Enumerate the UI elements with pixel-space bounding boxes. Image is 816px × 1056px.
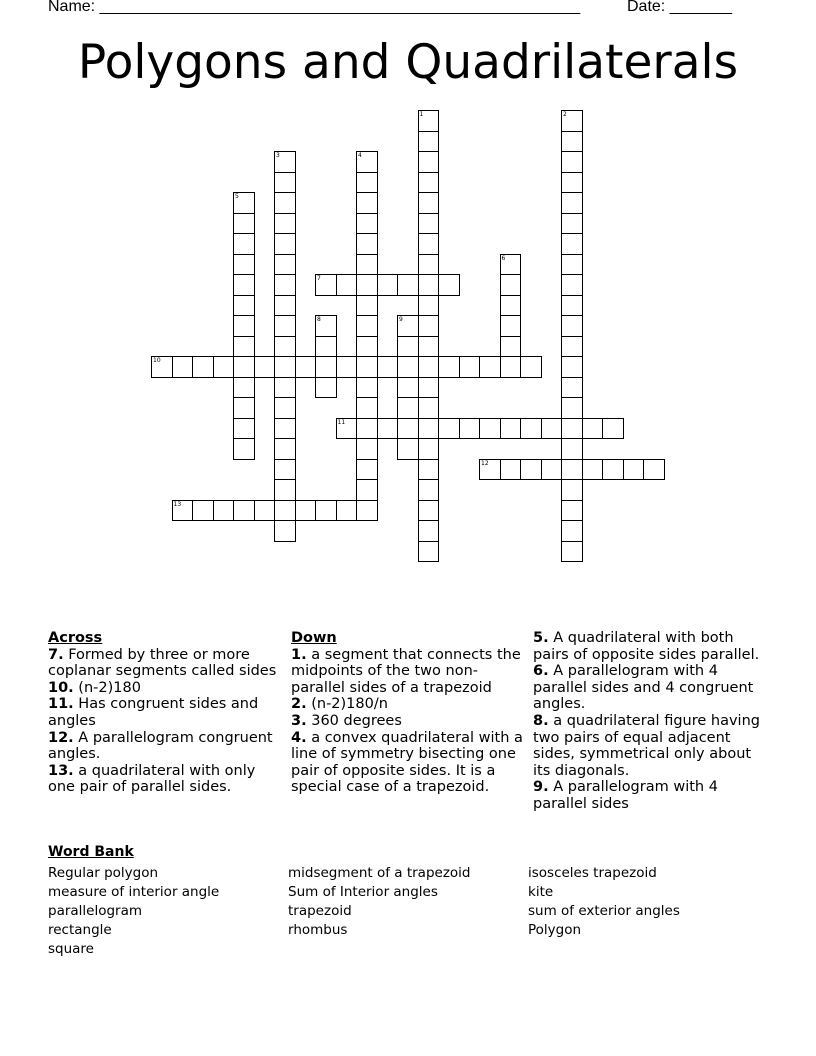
crossword-cell[interactable]: [561, 172, 583, 194]
crossword-cell[interactable]: [582, 459, 604, 481]
word-bank-item: sum of exterior angles: [528, 903, 680, 919]
crossword-cell[interactable]: [418, 131, 440, 153]
word-bank-item: midsegment of a trapezoid: [288, 865, 471, 881]
crossword-cell[interactable]: [418, 397, 440, 419]
crossword-cell[interactable]: [418, 295, 440, 317]
clue-number: 13: [173, 500, 182, 508]
crossword-cell[interactable]: [418, 192, 440, 214]
crossword-cell[interactable]: [377, 418, 399, 440]
crossword-cell[interactable]: [315, 500, 337, 522]
name-field-label: Name: ______________________________________________________: [48, 0, 581, 15]
clue-number: 6: [501, 254, 506, 262]
crossword-cell[interactable]: [561, 315, 583, 337]
crossword-cell[interactable]: [397, 274, 419, 296]
crossword-cell[interactable]: [274, 213, 296, 235]
crossword-cell[interactable]: [356, 192, 378, 214]
crossword-cell[interactable]: [274, 459, 296, 481]
crossword-cell[interactable]: [418, 479, 440, 501]
crossword-cell[interactable]: [336, 500, 358, 522]
word-bank-item: isosceles trapezoid: [528, 865, 657, 881]
crossword-cell[interactable]: [233, 500, 255, 522]
down-clues-continued: [533, 630, 768, 813]
clue-down-6: 6. A parallelogram with 4 parallel sides and 4 congruent angles.: [533, 663, 754, 713]
crossword-cell[interactable]: [418, 500, 440, 522]
crossword-cell[interactable]: [274, 233, 296, 255]
word-bank-item: trapezoid: [288, 903, 352, 919]
crossword-cell[interactable]: [274, 274, 296, 296]
crossword-cell[interactable]: [233, 274, 255, 296]
crossword-cell[interactable]: [315, 356, 337, 378]
date-field-label: Date: _______: [627, 0, 732, 15]
crossword-cell[interactable]: [418, 274, 440, 296]
crossword-cell[interactable]: [192, 356, 214, 378]
crossword-cell[interactable]: [418, 110, 440, 132]
crossword-cell[interactable]: [479, 356, 501, 378]
word-bank-column-2: [288, 864, 471, 940]
crossword-cell[interactable]: [172, 356, 194, 378]
clue-number: 7: [317, 275, 321, 282]
crossword-cell[interactable]: [418, 438, 440, 460]
crossword-cell[interactable]: [274, 151, 296, 173]
crossword-cell[interactable]: [623, 459, 645, 481]
crossword-cell[interactable]: [520, 459, 542, 481]
crossword-cell[interactable]: [233, 213, 255, 235]
crossword-cell[interactable]: [315, 336, 337, 358]
crossword-cell[interactable]: [500, 418, 522, 440]
crossword-cell[interactable]: [213, 500, 235, 522]
word-bank-item: rhombus: [288, 922, 348, 938]
crossword-cell[interactable]: [459, 418, 481, 440]
crossword-cell[interactable]: [500, 356, 522, 378]
crossword-cell[interactable]: [418, 541, 440, 563]
crossword-cell[interactable]: [418, 336, 440, 358]
crossword-cell[interactable]: [254, 356, 276, 378]
crossword-cell[interactable]: [602, 459, 624, 481]
crossword-cell[interactable]: [418, 151, 440, 173]
clue-number: 2: [563, 111, 567, 118]
clue-across-13: 13. a quadrilateral with only one pair of parallel sides.: [48, 762, 256, 796]
crossword-cell[interactable]: [418, 520, 440, 542]
clue-down-5: 5. A quadrilateral with both pairs of opposite sides parallel.: [533, 630, 760, 663]
clue-number: 4: [358, 152, 362, 159]
clue-number: 5: [235, 193, 239, 200]
crossword-cell[interactable]: [274, 397, 296, 419]
crossword-cell[interactable]: [561, 377, 583, 399]
clue-number: 11: [337, 418, 346, 426]
crossword-cell[interactable]: [356, 233, 378, 255]
crossword-cell[interactable]: [233, 192, 255, 214]
crossword-cell[interactable]: [418, 377, 440, 399]
crossword-cell[interactable]: [233, 254, 255, 276]
clue-across-11: 11. Has congruent sides and angles: [48, 696, 259, 729]
down-clues: [291, 630, 526, 796]
clue-number: 10: [153, 357, 161, 364]
crossword-cell[interactable]: [500, 459, 522, 481]
crossword-cell[interactable]: [561, 151, 583, 173]
crossword-cell[interactable]: [561, 336, 583, 358]
crossword-cell[interactable]: [459, 356, 481, 378]
crossword-cell[interactable]: [561, 192, 583, 214]
crossword-cell[interactable]: [418, 254, 440, 276]
crossword-cell[interactable]: [192, 500, 214, 522]
word-bank-item: kite: [528, 884, 554, 900]
crossword-cell[interactable]: [274, 192, 296, 214]
crossword-cell[interactable]: [274, 356, 296, 378]
crossword-cell[interactable]: [541, 459, 563, 481]
crossword-cell[interactable]: [233, 315, 255, 337]
crossword-cell[interactable]: [500, 274, 522, 296]
crossword-cell[interactable]: [500, 315, 522, 337]
crossword-cell[interactable]: [233, 418, 255, 440]
crossword-cell[interactable]: [561, 459, 583, 481]
crossword-cell[interactable]: [274, 336, 296, 358]
crossword-cell[interactable]: [561, 295, 583, 317]
crossword-cell[interactable]: [274, 377, 296, 399]
crossword-cell[interactable]: [541, 418, 563, 440]
crossword-cell[interactable]: [172, 500, 194, 522]
crossword-cell[interactable]: [233, 377, 255, 399]
word-bank-item: Polygon: [528, 922, 582, 938]
crossword-cell[interactable]: [274, 479, 296, 501]
word-bank-item: square: [48, 941, 94, 957]
clue-number: 8: [317, 316, 321, 323]
crossword-cell[interactable]: [602, 418, 624, 440]
word-bank-heading: Word Bank: [48, 844, 134, 860]
crossword-cell[interactable]: [274, 438, 296, 460]
crossword-cell[interactable]: [397, 336, 419, 358]
crossword-cell[interactable]: [561, 418, 583, 440]
clue-across-7: 7. Formed by three or more coplanar segments called sides: [48, 646, 277, 680]
word-bank-item: measure of interior angle: [48, 884, 220, 900]
crossword-cell[interactable]: [479, 459, 501, 481]
crossword-cell[interactable]: [356, 151, 378, 173]
crossword-cell[interactable]: [213, 356, 235, 378]
crossword-cell[interactable]: [438, 356, 460, 378]
clue-number: 1: [419, 111, 424, 118]
clue-down-9: 9. A parallelogram with 4 parallel sides: [533, 779, 718, 812]
crossword-cell[interactable]: [643, 459, 665, 481]
crossword-cell[interactable]: [315, 315, 337, 337]
crossword-cell[interactable]: [356, 377, 378, 399]
crossword-cell[interactable]: [397, 377, 419, 399]
clue-down-4: 4. a convex quadrilateral with a line of symmetry bisecting one pair of opposite sides. It is a special case of a trapezoid.: [291, 729, 523, 796]
crossword-cell[interactable]: [438, 274, 460, 296]
crossword-cell[interactable]: [151, 356, 173, 378]
crossword-cell[interactable]: [418, 233, 440, 255]
crossword-cell[interactable]: [418, 356, 440, 378]
crossword-cell[interactable]: [315, 274, 337, 296]
crossword-cell[interactable]: [356, 500, 378, 522]
crossword-cell[interactable]: [356, 356, 378, 378]
crossword-cell[interactable]: [356, 274, 378, 296]
crossword-cell[interactable]: [561, 213, 583, 235]
crossword-cell[interactable]: [377, 274, 399, 296]
crossword-cell[interactable]: [233, 397, 255, 419]
crossword-cell[interactable]: [356, 479, 378, 501]
crossword-cell[interactable]: [233, 336, 255, 358]
crossword-cell[interactable]: [274, 295, 296, 317]
across-clues: [48, 630, 283, 796]
clue-number: 3: [276, 152, 280, 159]
crossword-cell[interactable]: [336, 274, 358, 296]
crossword-cell[interactable]: [500, 254, 522, 276]
crossword-cell[interactable]: [438, 418, 460, 440]
clue-across-10: 10. (n-2)180: [48, 679, 141, 696]
crossword-cell[interactable]: [561, 110, 583, 132]
clue-down-8: 8. a quadrilateral figure having two pairs of equal adjacent sides, symmetrical only about its diagonals.: [533, 712, 760, 779]
crossword-cell[interactable]: [561, 397, 583, 419]
crossword-cell[interactable]: [295, 500, 317, 522]
crossword-cell[interactable]: [315, 377, 337, 399]
crossword-cell[interactable]: [561, 356, 583, 378]
down-heading: Down: [291, 630, 337, 646]
word-bank-column-3: [528, 864, 680, 940]
crossword-cell[interactable]: [356, 397, 378, 419]
crossword-cell[interactable]: [561, 233, 583, 255]
crossword-cell[interactable]: [274, 500, 296, 522]
crossword-cell[interactable]: [418, 213, 440, 235]
clue-number: 12: [481, 459, 489, 467]
crossword-cell[interactable]: [418, 172, 440, 194]
crossword-cell[interactable]: [418, 418, 440, 440]
clue-number: 9: [399, 316, 403, 323]
crossword-cell[interactable]: [356, 438, 378, 460]
word-bank-column-1: [48, 864, 219, 959]
word-bank-item: parallelogram: [48, 903, 143, 919]
crossword-cell[interactable]: [356, 459, 378, 481]
crossword-cell[interactable]: [356, 418, 378, 440]
word-bank-item: Regular polygon: [48, 865, 159, 881]
crossword-cell[interactable]: [356, 213, 378, 235]
crossword-cell[interactable]: [356, 336, 378, 358]
clue-down-1: 1. a segment that connects the midpoints of the two non-parallel sides of a trapezoid: [291, 646, 521, 696]
crossword-cell[interactable]: [233, 295, 255, 317]
crossword-cell[interactable]: [356, 295, 378, 317]
crossword-cell[interactable]: [561, 479, 583, 501]
crossword-cell[interactable]: [233, 438, 255, 460]
crossword-cell[interactable]: [254, 500, 276, 522]
crossword-cell[interactable]: [356, 172, 378, 194]
crossword-cell[interactable]: [479, 418, 501, 440]
crossword-cell[interactable]: [582, 418, 604, 440]
crossword-cell[interactable]: [500, 336, 522, 358]
crossword-cell[interactable]: [397, 356, 419, 378]
crossword-cell[interactable]: [561, 520, 583, 542]
page-title: Polygons and Quadrilaterals: [77, 35, 739, 90]
clue-down-3: 3. 360 degrees: [291, 712, 402, 729]
crossword-cell[interactable]: [397, 315, 419, 337]
crossword-cell[interactable]: [561, 438, 583, 460]
crossword-cell[interactable]: [561, 274, 583, 296]
crossword-cell[interactable]: [397, 438, 419, 460]
crossword-cell[interactable]: [274, 418, 296, 440]
crossword-cell[interactable]: [295, 356, 317, 378]
word-bank-item: Sum of Interior angles: [288, 884, 438, 900]
crossword-cell[interactable]: [233, 233, 255, 255]
crossword-cell[interactable]: [397, 418, 419, 440]
crossword-cell[interactable]: [274, 254, 296, 276]
crossword-cell[interactable]: [356, 315, 378, 337]
crossword-cell[interactable]: [274, 520, 296, 542]
crossword-cell[interactable]: [418, 459, 440, 481]
crossword-cell[interactable]: [274, 172, 296, 194]
crossword-cell[interactable]: [397, 397, 419, 419]
crossword-cell[interactable]: [561, 541, 583, 563]
crossword-cell[interactable]: [233, 356, 255, 378]
crossword-cell[interactable]: [561, 500, 583, 522]
crossword-cell[interactable]: [520, 356, 542, 378]
crossword-cell[interactable]: [356, 254, 378, 276]
crossword-cell[interactable]: [336, 418, 358, 440]
word-bank-item: rectangle: [48, 922, 112, 938]
across-heading: Across: [48, 630, 103, 646]
clue-down-2: 2. (n-2)180/n: [291, 696, 388, 713]
crossword-cell[interactable]: [561, 254, 583, 276]
crossword-cell[interactable]: [377, 356, 399, 378]
crossword-cell[interactable]: [418, 315, 440, 337]
crossword-cell[interactable]: [561, 131, 583, 153]
crossword-cell[interactable]: [336, 356, 358, 378]
crossword-cell[interactable]: [520, 418, 542, 440]
crossword-cell[interactable]: [500, 295, 522, 317]
clue-across-12: 12. A parallelogram congruent angles.: [48, 729, 273, 763]
crossword-cell[interactable]: [274, 315, 296, 337]
